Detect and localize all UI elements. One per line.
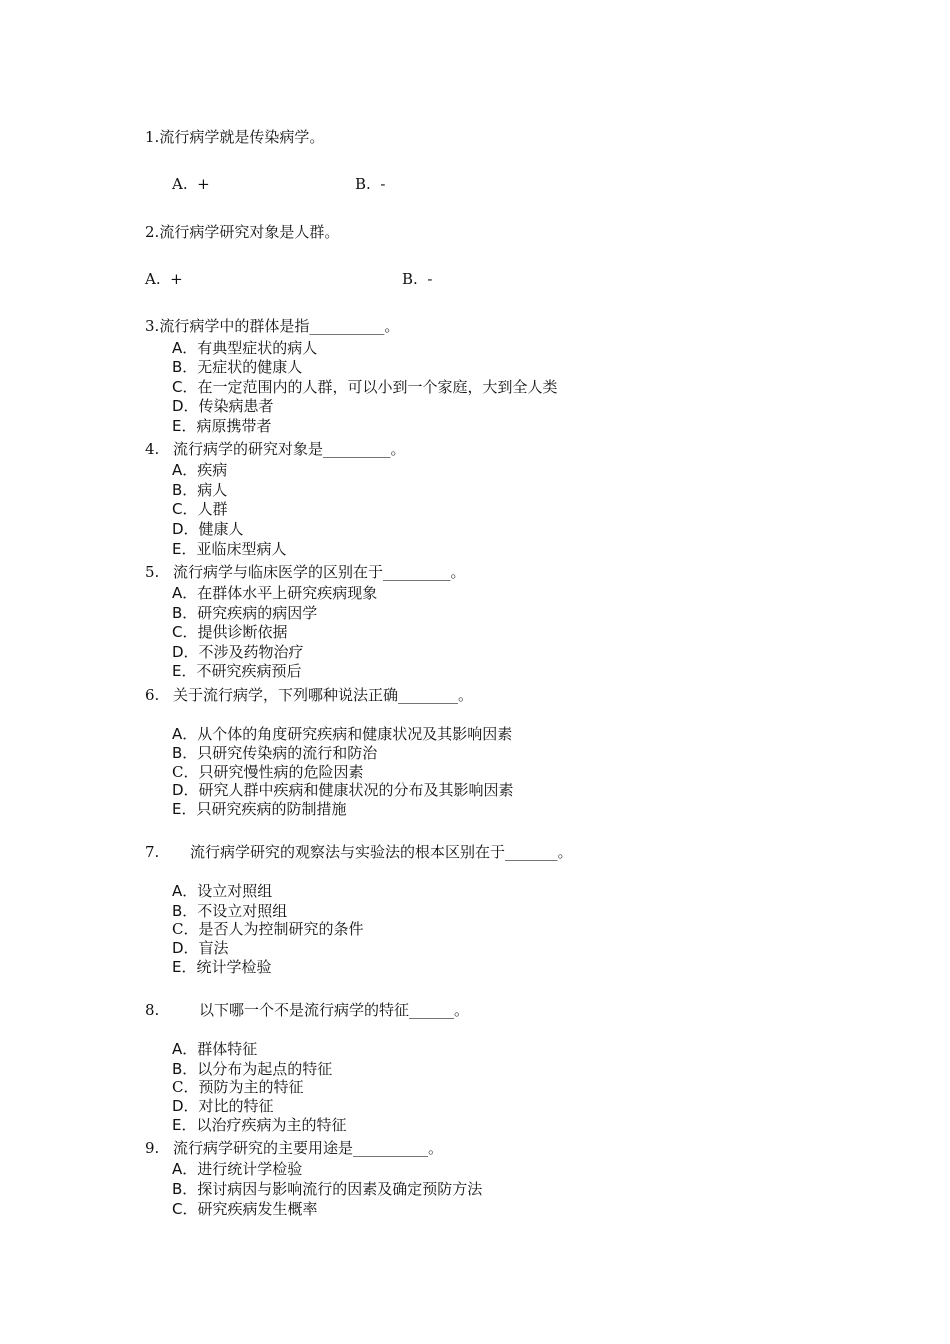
question-3 [145, 317, 399, 336]
option-a: A. + [145, 270, 183, 288]
question-5 [145, 563, 466, 582]
option-b: B．无症状的健康人 [172, 358, 303, 376]
option-b: B．只研究传染病的流行和防治 [172, 744, 378, 762]
question-stem: 流行病学的研究对象是_________。 [173, 440, 406, 458]
question-number: 2. [145, 223, 160, 241]
question-stem: 流行病学中的群体是指__________。 [159, 317, 400, 335]
option-d: D．传染病患者 [172, 397, 274, 415]
question-number: 8. [145, 1001, 160, 1019]
option-c: C．人群 [172, 500, 228, 518]
question-stem: 流行病学研究的主要用途是__________。 [173, 1139, 444, 1157]
option-c: C．研究疾病发生概率 [172, 1200, 318, 1218]
option-a: A．疾病 [172, 461, 228, 479]
option-b: B．探讨病因与影响流行的因素及确定预防方法 [172, 1180, 483, 1198]
option-d: D．盲法 [172, 939, 229, 957]
question-number: 6. [145, 686, 160, 704]
option-c: C．是否人为控制研究的条件 [172, 920, 364, 938]
option-b: B. - [402, 270, 433, 288]
option-d: D．健康人 [172, 520, 244, 538]
option-d: D．不涉及药物治疗 [172, 643, 304, 661]
option-a: A．群体特征 [172, 1040, 258, 1058]
question-stem: 以下哪一个不是流行病学的特征______。 [199, 1001, 470, 1019]
option-a: A．在群体水平上研究疾病现象 [172, 584, 378, 602]
option-e: E．以治疗疾病为主的特征 [172, 1116, 347, 1134]
question-stem: 关于流行病学，下列哪种说法正确________。 [173, 686, 474, 704]
option-a: A．有典型症状的病人 [172, 339, 318, 357]
option-a: A．从个体的角度研究疾病和健康状况及其影响因素 [172, 725, 513, 743]
option-a: A．设立对照组 [172, 882, 273, 900]
question-number: 9. [145, 1139, 160, 1157]
option-e: E．不研究疾病预后 [172, 662, 302, 680]
option-c: C．只研究慢性病的危险因素 [172, 763, 364, 781]
question-stem: 流行病学研究对象是人群。 [159, 223, 340, 241]
question-stem: 流行病学与临床医学的区别在于_________。 [173, 563, 466, 581]
question-number: 4. [145, 440, 160, 458]
question-number: 3. [145, 317, 160, 335]
option-a: A．进行统计学检验 [172, 1160, 303, 1178]
option-d: D．研究人群中疾病和健康状况的分布及其影响因素 [172, 781, 514, 799]
question-number: 5. [145, 563, 160, 581]
question-7 [145, 843, 573, 862]
option-e: E．亚临床型病人 [172, 540, 287, 558]
question-number: 1. [145, 128, 160, 146]
option-b: B．病人 [172, 481, 228, 499]
question-1 [145, 128, 324, 147]
question-2 [145, 223, 339, 242]
question-number: 7. [145, 843, 160, 861]
option-e: E．病原携带者 [172, 417, 272, 435]
question-9 [145, 1139, 443, 1158]
question-stem: 流行病学就是传染病学。 [159, 128, 325, 146]
question-stem: 流行病学研究的观察法与实验法的根本区别在于_______。 [190, 843, 573, 861]
option-b: B．不设立对照组 [172, 902, 288, 920]
option-c: C．提供诊断依据 [172, 623, 288, 641]
option-a: A. + [172, 175, 210, 193]
question-8 [145, 1001, 469, 1020]
option-b: B. - [355, 175, 386, 193]
option-b: B．以分布为起点的特征 [172, 1060, 333, 1078]
option-c: C．预防为主的特征 [172, 1078, 304, 1096]
option-c: C．在一定范围内的人群，可以小到一个家庭，大到全人类 [172, 378, 558, 396]
option-e: E．只研究疾病的防制措施 [172, 800, 347, 818]
question-6 [145, 686, 473, 705]
option-d: D．对比的特征 [172, 1097, 274, 1115]
question-4 [145, 440, 406, 459]
option-e: E．统计学检验 [172, 958, 272, 976]
option-b: B．研究疾病的病因学 [172, 604, 318, 622]
